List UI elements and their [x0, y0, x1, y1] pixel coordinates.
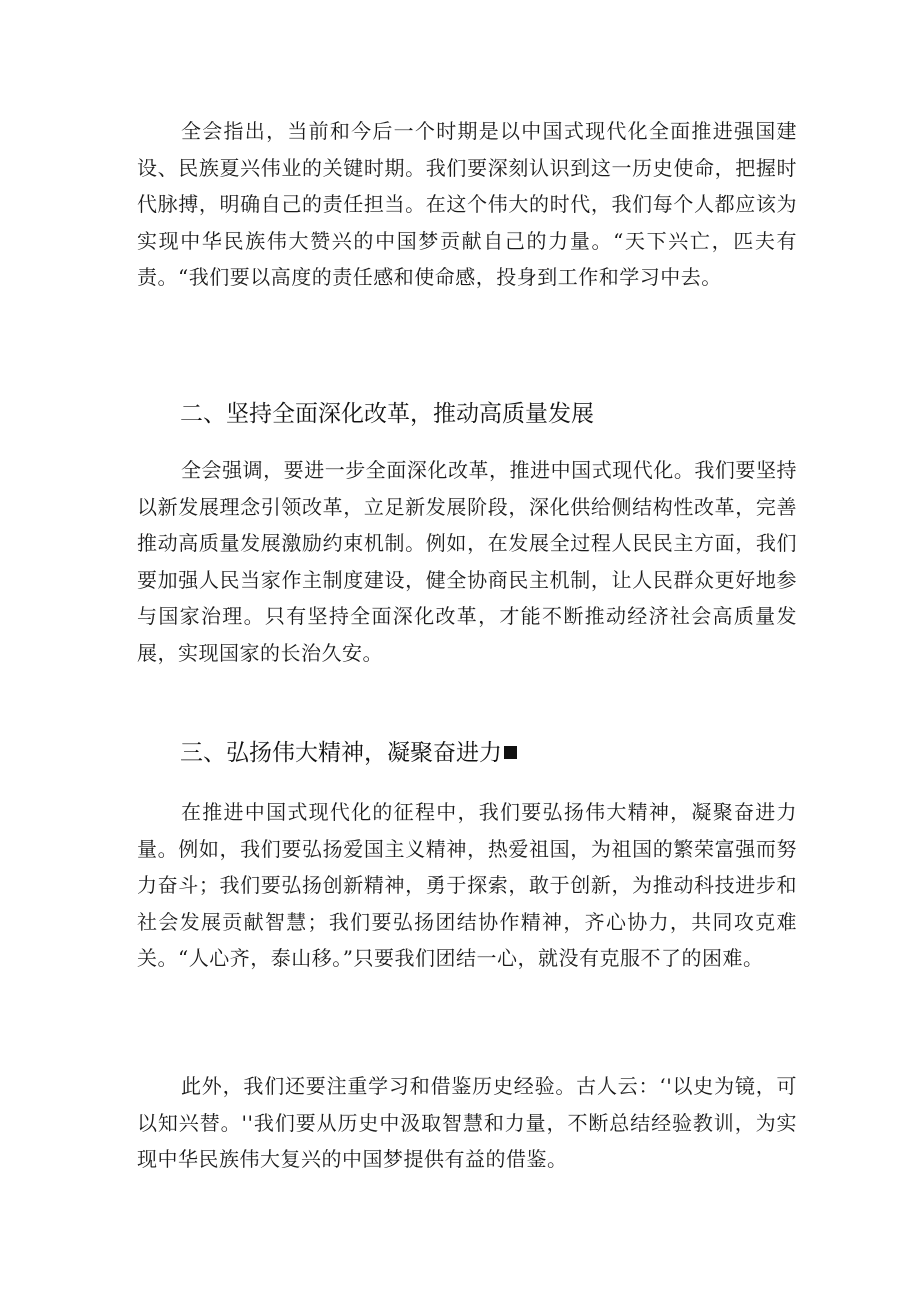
section-heading-text: 二、坚持全面深化改革，推动高质量发展: [180, 401, 594, 427]
body-paragraph: 全会强调，要进一步全面深化改革，推进中国式现代化。我们要坚持以新发展理念引领改革，立足新发展阶段，深化供给侧结构性改革，完善推动高质量发展激励约束机制。例如，在发展全过程人民民主方面，我们要加强人民当家作主制度建设，健全协商民主机制，让人民群众更好地参与国家治理。只有坚持全面深化改革，才能不断推动经济社会高质量发展，实现国家的长治久安。: [137, 458, 797, 665]
section-heading: [180, 396, 594, 432]
square-mark-icon: [504, 746, 517, 759]
section-heading-text: 三、弘扬伟大精神，凝聚奋进力: [180, 740, 502, 766]
body-paragraph: 此外，我们还要注重学习和借鉴历史经验。古人云：‘'以史为镜，可以知兴替。''我们要从历史中汲取智慧和力量，不断总结经验教训，为实现中华民族伟大复兴的中国梦提供有益的借鉴。: [137, 1074, 797, 1171]
body-paragraph: 在推进中国式现代化的征程中，我们要弘扬伟大精神，凝聚奋进力量。例如，我们要弘扬爱国主义精神，热爱祖国，为祖国的繁荣富强而努力奋斗；我们要弘扬创新精神，勇于探索，敢于创新，为推动科技进步和社会发展贡献智慧；我们要弘扬团结协作精神，齐心协力，共同攻克难关。“人心齐，泰山移。”只要我们团结一心，就没有克服不了的困难。: [137, 800, 797, 970]
body-paragraph: 全会指出，当前和今后一个时期是以中国式现代化全面推进强国建设、民族夏兴伟业的关键时期。我们要深刻认识到这一历史使命，把握时代脉搏，明确自己的责任担当。在这个伟大的时代，我们每个人都应该为实现中华民族伟大赞兴的中国梦贡献自己的力量。“天下兴亡，匹夫有责。“我们要以高度的责任感和使命感，投身到工作和学习中去。: [137, 119, 797, 289]
section-heading: [180, 735, 517, 771]
